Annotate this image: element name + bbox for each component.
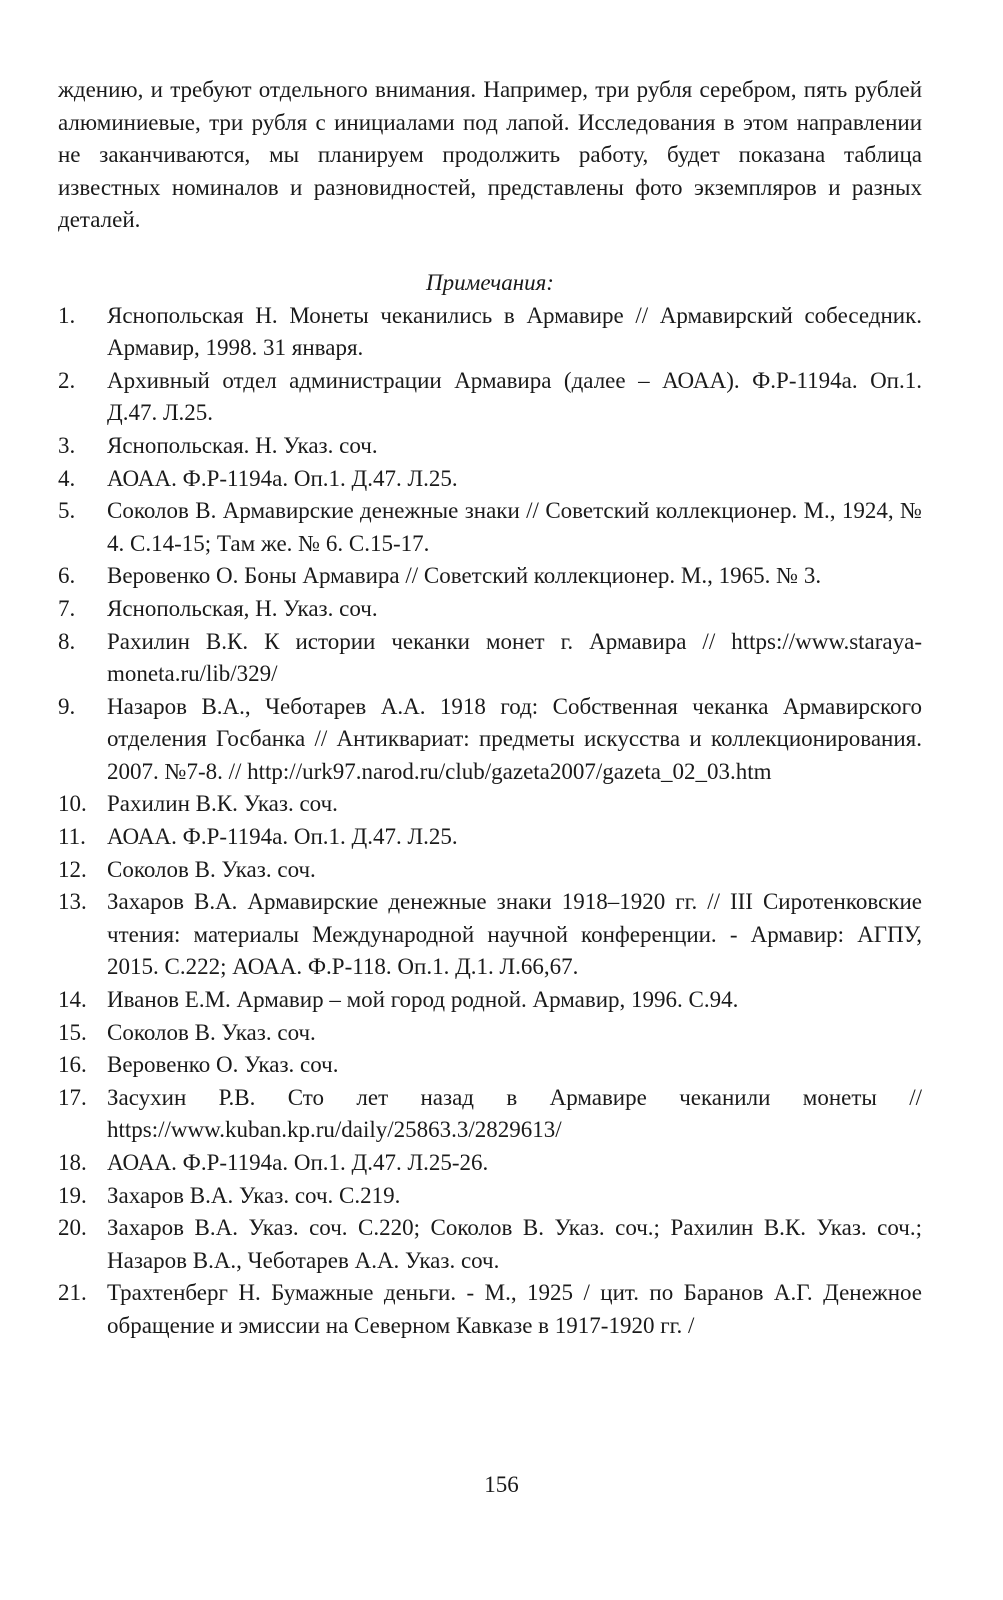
note-item bbox=[58, 691, 922, 789]
note-number: 14. bbox=[58, 987, 87, 1013]
note-item bbox=[58, 984, 922, 1017]
note-number: 19. bbox=[58, 1182, 87, 1208]
note-number: 8. bbox=[58, 628, 76, 654]
note-number: 13. bbox=[58, 889, 87, 915]
note-item bbox=[58, 365, 922, 430]
note-text: Трахтенберг Н. Бумажные деньги. - М., 1925 / цит. по Баранов А.Г. Денежное обращение и эмиссии на Северном Кавказе в 1917-1920 гг. / bbox=[107, 1280, 922, 1338]
note-item bbox=[58, 1212, 922, 1277]
note-text: Соколов В. Армавирские денежные знаки // Советский коллекционер. М., 1924, № 4. С.14-15; Там же. № 6. С.15-17. bbox=[107, 498, 922, 556]
note-text: Захаров В.А. Указ. соч. С.219. bbox=[107, 1182, 401, 1208]
note-text: АОАА. Ф.Р-1194а. Оп.1. Д.47. Л.25-26. bbox=[107, 1150, 489, 1175]
note-item bbox=[58, 463, 922, 496]
note-text: Архивный отдел администрации Армавира (далее – АОАА). Ф.Р-1194а. Оп.1. Д.47. Л.25. bbox=[107, 367, 922, 426]
note-text: Веровенко О. Указ. соч. bbox=[107, 1052, 339, 1078]
note-text: Соколов В. Указ. соч. bbox=[107, 1019, 316, 1045]
note-number: 6. bbox=[58, 563, 76, 589]
page-content bbox=[58, 74, 922, 1343]
note-item bbox=[58, 854, 922, 887]
note-text: Соколов В. Указ. соч. bbox=[107, 856, 316, 882]
note-number: 9. bbox=[58, 693, 76, 719]
note-number: 17. bbox=[58, 1084, 87, 1110]
note-item bbox=[58, 495, 922, 560]
intro-paragraph: ждению, и требуют отдельного внимания. Например, три рубля серебром, пять рублей алюминиевые, три рубля с инициалами под лапой. Исследования в этом направлении не заканчиваются, мы планируем продолжить работу, будет показана таблица известных номиналов и разновидностей, представлены фото экземпляров и разных деталей. bbox=[58, 77, 922, 233]
note-item bbox=[58, 1147, 922, 1180]
note-item bbox=[58, 1277, 922, 1342]
notes-heading: Примечания: bbox=[426, 269, 554, 295]
note-number: 7. bbox=[58, 595, 76, 621]
note-text: Захаров В.А. Армавирские денежные знаки 1918–1920 гг. // III Сиротенковские чтения: материалы Международной научной конференции. - Армавир: АГПУ, 2015. С.222; АОАА. Ф.Р-118. Оп.1. Д.1. Л.66,67. bbox=[107, 889, 922, 980]
note-number: 4. bbox=[58, 465, 76, 491]
note-text: Рахилин В.К. К истории чеканки монет г. Армавира // https://www.staraya-moneta.ru/lib/329/ bbox=[107, 628, 922, 687]
note-item bbox=[58, 300, 922, 365]
note-text: Яснопольская, Н. Указ. соч. bbox=[107, 595, 378, 621]
note-number: 15. bbox=[58, 1019, 87, 1045]
note-number: 5. bbox=[58, 498, 76, 524]
note-number: 12. bbox=[58, 856, 87, 882]
note-item bbox=[58, 626, 922, 691]
notes-list bbox=[58, 300, 922, 1343]
note-text: Яснопольская. Н. Указ. соч. bbox=[107, 432, 378, 458]
note-number: 16. bbox=[58, 1052, 87, 1078]
note-number: 3. bbox=[58, 432, 76, 458]
note-text: Веровенко О. Боны Армавира // Советский коллекционер. М., 1965. № 3. bbox=[107, 563, 822, 589]
note-text: Рахилин В.К. Указ. соч. bbox=[107, 791, 338, 817]
note-text: АОАА. Ф.Р-1194а. Оп.1. Д.47. Л.25. bbox=[107, 824, 458, 850]
note-item bbox=[58, 560, 922, 593]
page-number: 156 bbox=[484, 1472, 519, 1497]
note-number: 11. bbox=[58, 824, 86, 850]
note-number: 18. bbox=[58, 1150, 87, 1175]
note-item bbox=[58, 1180, 922, 1213]
note-number: 21. bbox=[58, 1280, 87, 1306]
note-text: Назаров В.А., Чеботарев А.А. 1918 год: Собственная чеканка Армавирского отделения Госбанка // Антиквариат: предметы искусства и коллекционирования. 2007. №7-8. // http://urk97.narod.ru/club/gazeta2007/gazeta_02_03.htm bbox=[107, 693, 922, 784]
note-item bbox=[58, 430, 922, 463]
note-item bbox=[58, 593, 922, 626]
note-number: 10. bbox=[58, 791, 87, 817]
note-item bbox=[58, 886, 922, 984]
note-text: Захаров В.А. Указ. соч. С.220; Соколов В. Указ. соч.; Рахилин В.К. Указ. соч.; Назаров В.А., Чеботарев А.А. Указ. соч. bbox=[107, 1215, 922, 1273]
note-text: Яснопольская Н. Монеты чеканились в Армавире // Армавирский собеседник. Армавир, 1998. 31 января. bbox=[107, 302, 922, 361]
note-item bbox=[58, 1049, 922, 1082]
note-text: АОАА. Ф.Р-1194а. Оп.1. Д.47. Л.25. bbox=[107, 465, 458, 491]
note-item bbox=[58, 788, 922, 821]
note-item bbox=[58, 1082, 922, 1147]
note-item bbox=[58, 821, 922, 854]
note-number: 2. bbox=[58, 367, 76, 393]
note-text: Иванов Е.М. Армавир – мой город родной. Армавир, 1996. С.94. bbox=[107, 987, 739, 1013]
note-number: 20. bbox=[58, 1215, 87, 1241]
note-number: 1. bbox=[58, 302, 76, 328]
note-text: Засухин Р.В. Сто лет назад в Армавире чеканили монеты // https://www.kuban.kp.ru/daily/25863.3/2829613/ bbox=[107, 1084, 922, 1143]
note-item bbox=[58, 1017, 922, 1050]
